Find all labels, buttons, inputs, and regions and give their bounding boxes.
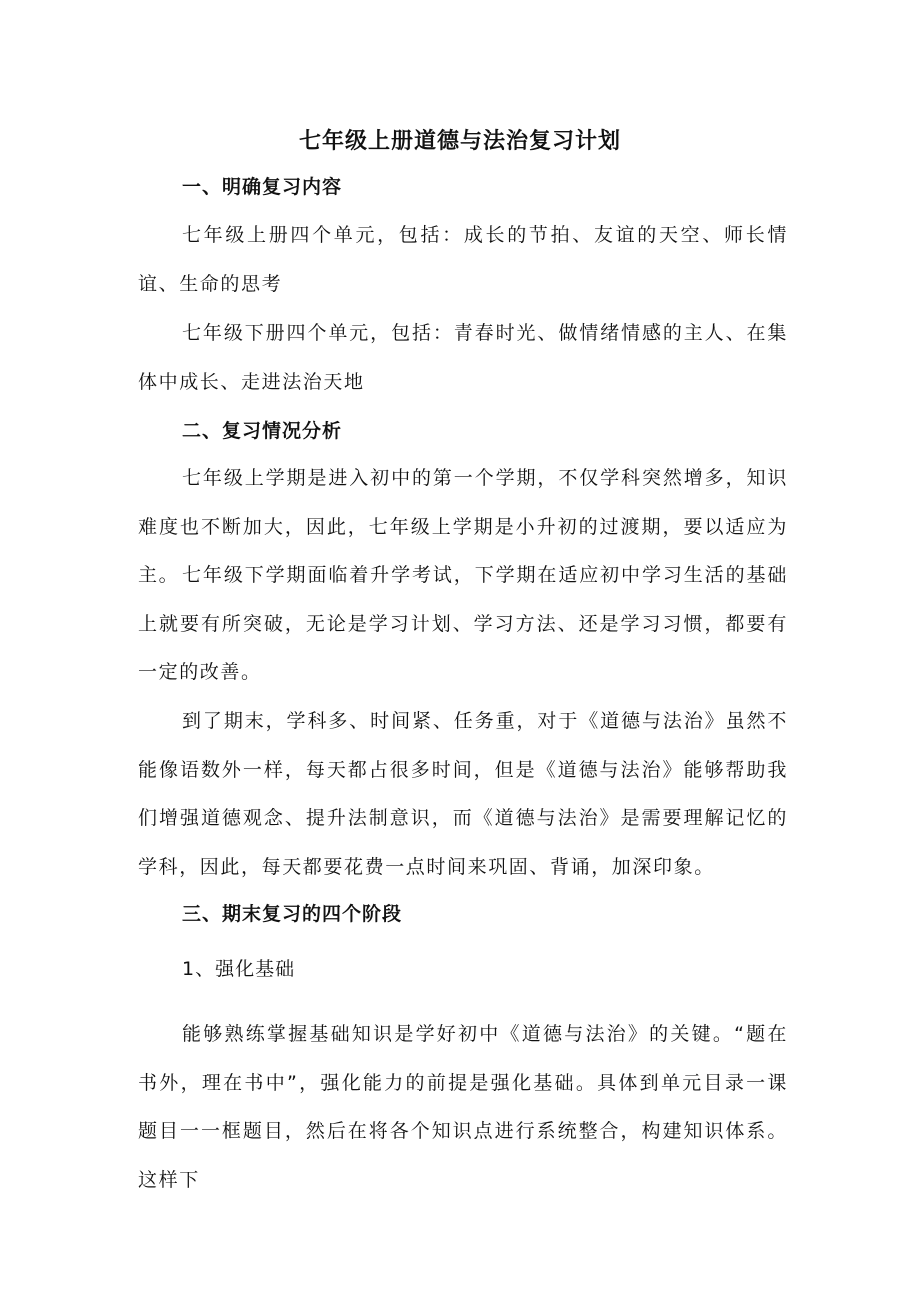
paragraph-first-semester: 七年级上学期是进入初中的第一个学期，不仅学科突然增多，知识难度也不断加大，因此，七年级上学期是小升初的过渡期，要以适应为主。 bbox=[138, 467, 788, 587]
paragraph-final-exam: 到了期末，学科多、时间紧、任务重，对于《道德与法治》虽然不能像语数外一样，每天都占很多时间，但是《道德与法治》能够帮助我们增强道德观念、提升法制意识，而《道德与法治》是需要理解记忆的学科，因此，每天都要花费一点时间来巩固、背诵，加深印象。 bbox=[138, 710, 788, 878]
paragraph-second-semester: 七年级下学期面临着升学考试，下学期在适应初中学习生活的基础上就要有所突破，无论是学习计划、学习方法、还是学习习惯，都要有一定的改善。 bbox=[138, 564, 788, 684]
paragraph-strengthen-basics: 能够熟练掌握基础知识是学好初中《道德与法治》的关键。“题在书外，理在书中”，强化能力的前提是强化基础。具体到单元目录一课题目一一框题目，然后在将各个知识点进行系统整合，构建知识体系。这样下 bbox=[138, 1023, 788, 1191]
section-heading-1: 一、明确复习内容 bbox=[182, 176, 343, 198]
section-heading-2: 二、复习情况分析 bbox=[182, 420, 343, 442]
subsection-heading-strengthen-basics: 1、强化基础 bbox=[182, 958, 296, 980]
document-title: 七年级上册道德与法治复习计划 bbox=[298, 129, 621, 154]
section-heading-3: 三、期末复习的四个阶段 bbox=[182, 903, 403, 925]
paragraph-lower-units: 七年级下册四个单元，包括：青春时光、做情绪情感的主人、在集体中成长、走进法治天地 bbox=[138, 322, 788, 393]
paragraph-upper-units: 七年级上册四个单元，包括：成长的节拍、友谊的天空、师长情谊、生命的思考 bbox=[138, 224, 788, 295]
